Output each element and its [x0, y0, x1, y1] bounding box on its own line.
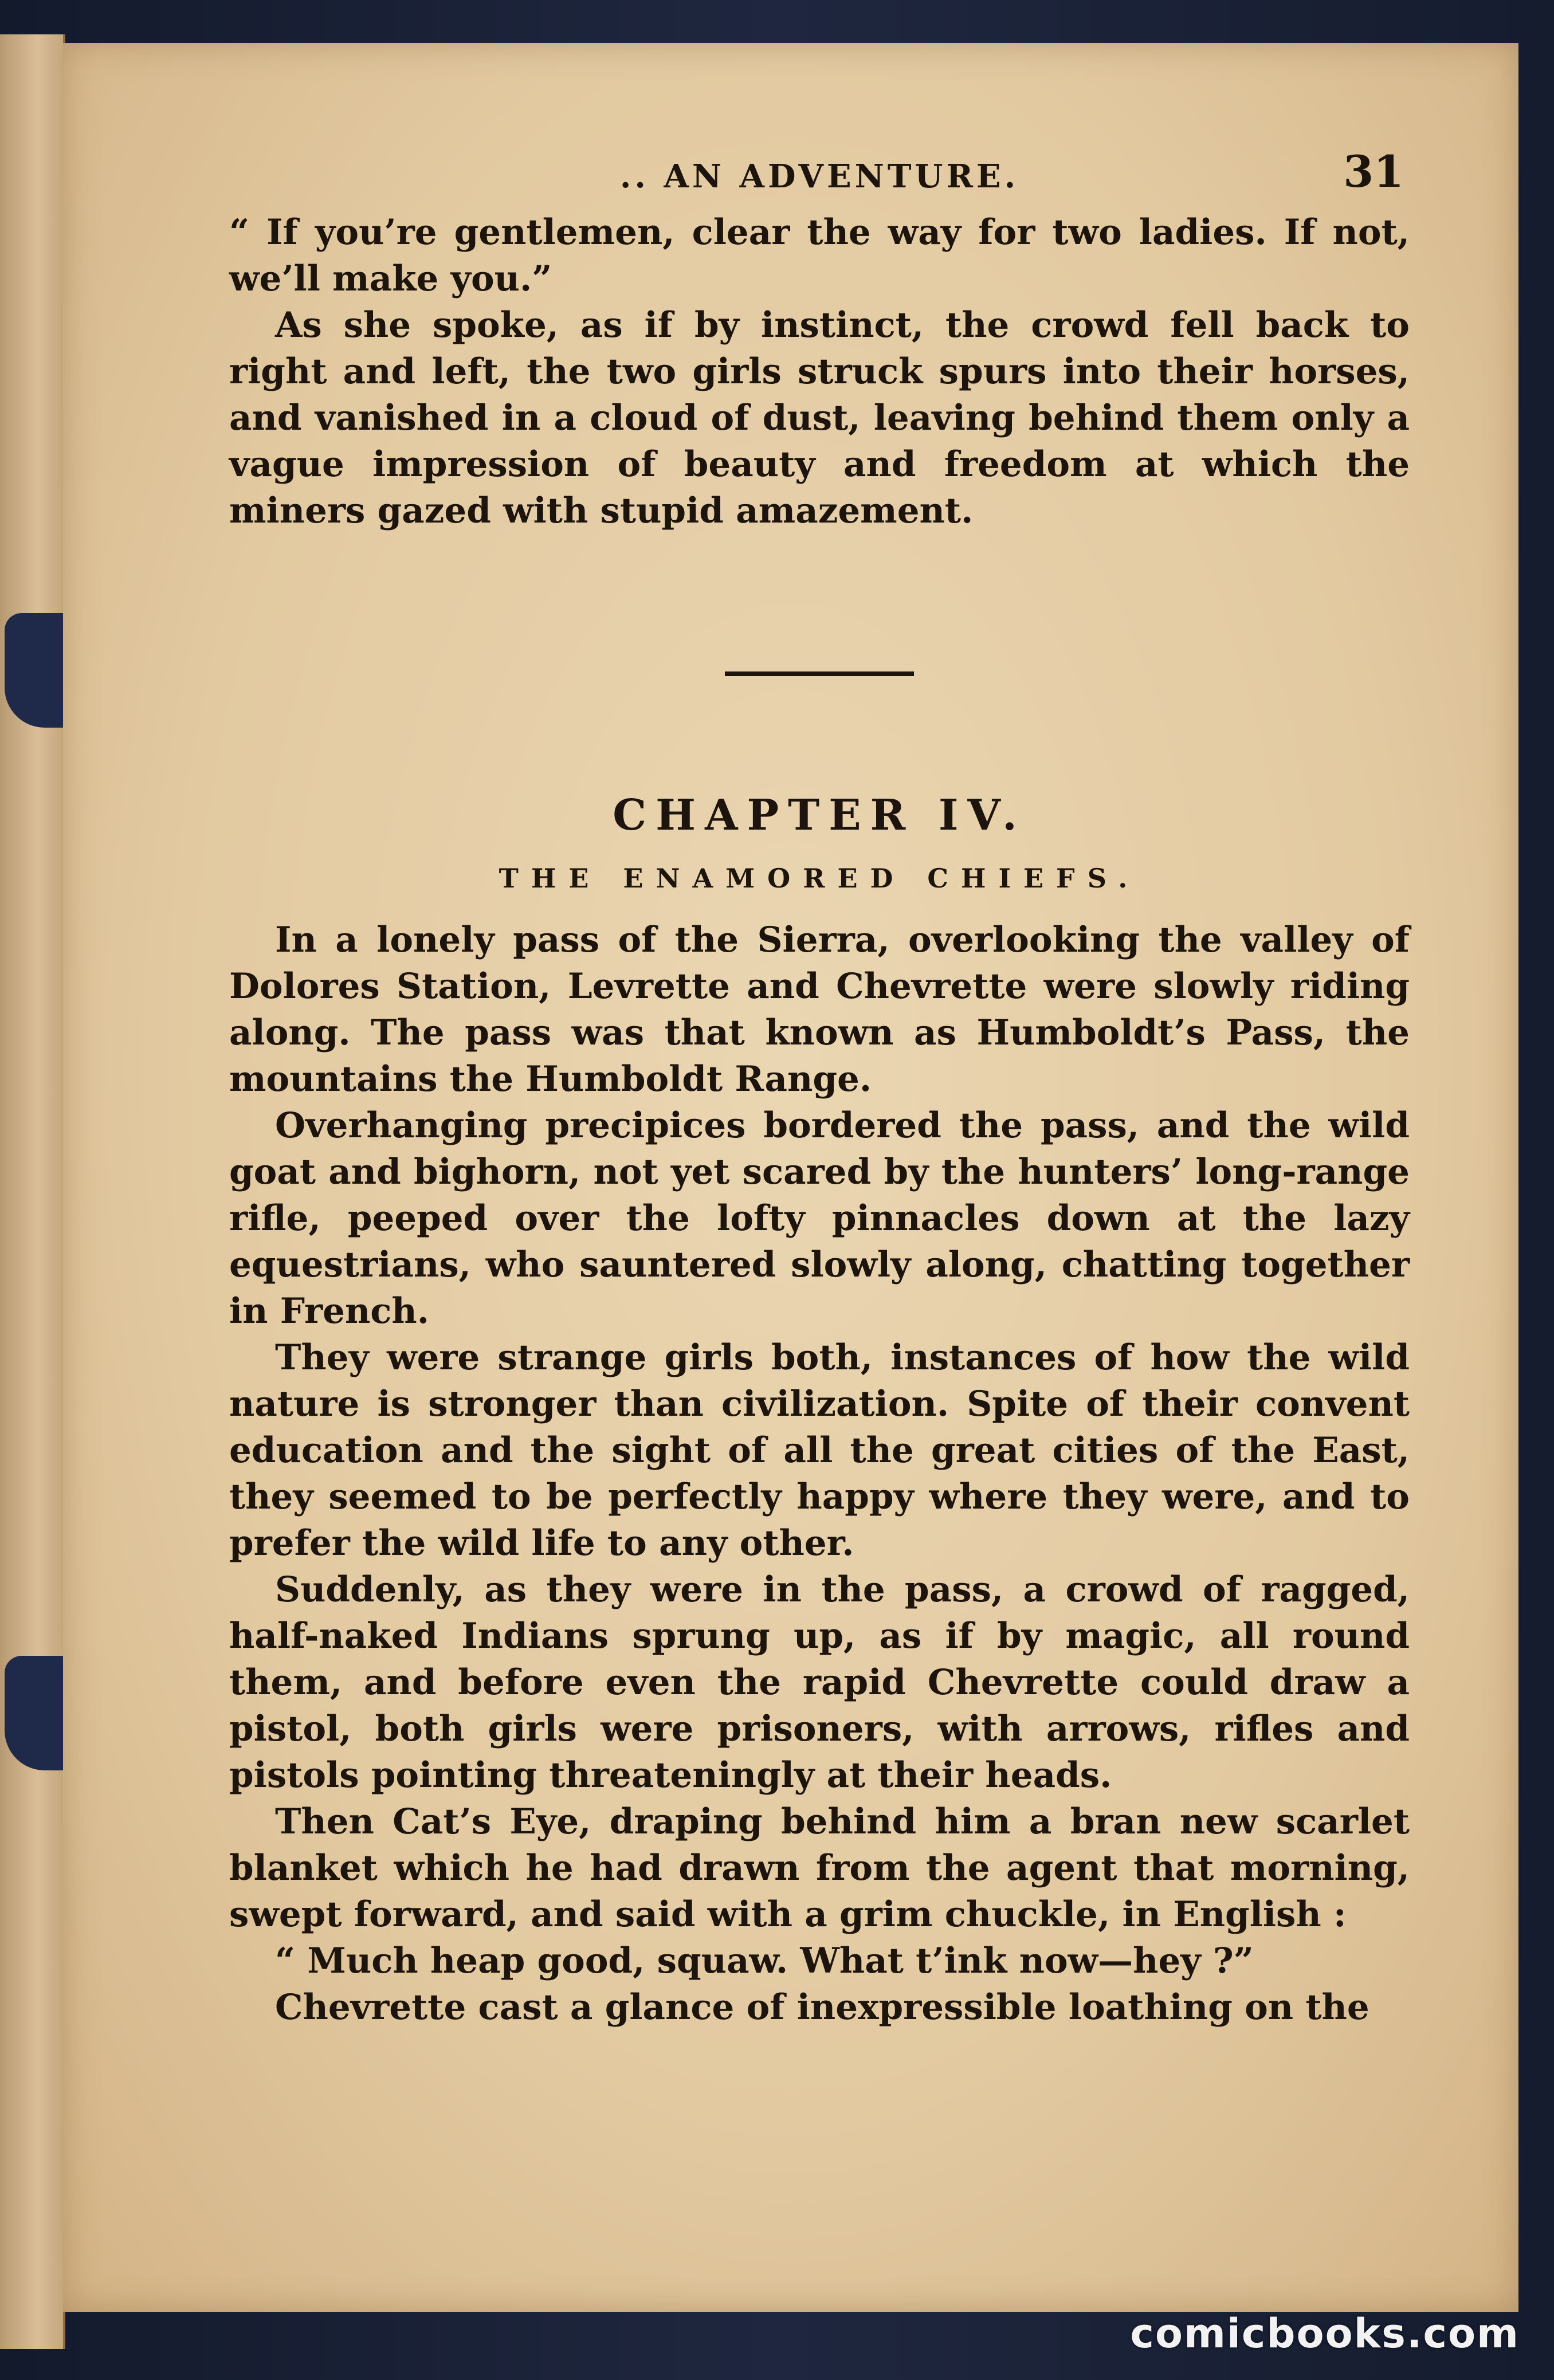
- paragraph: “ Much heap good, squaw. What t’ink now—hey ?”: [275, 1941, 1254, 1981]
- chapter-title: CHAPTER IV.: [613, 791, 1026, 840]
- running-header: [229, 146, 1410, 209]
- paragraph: Then Cat’s Eye, draping behind him a bran new scarlet blanket which he had drawn from the agent that morning, swept forward, and said with a grim chuckle, in English :: [229, 1801, 1410, 1935]
- section-divider-rule: [725, 671, 914, 676]
- site-watermark: comicbooks.com: [1130, 2310, 1520, 2357]
- paragraph: Suddenly, as they were in the pass, a crowd of ragged, half-naked Indians sprung up, as if by magic, all round them, and before even the rapid Chevrette could draw a pistol, both girls were prisoners, with arrows, rifles and pistols pointing threateningly at their heads.: [229, 1569, 1410, 1796]
- page-text-block: [229, 146, 1410, 2031]
- paragraph: Chevrette cast a glance of inexpressible loathing on the: [275, 1987, 1369, 2028]
- paragraph: “ If you’re gentlemen, clear the way for two ladies. If not, we’ll make you.”: [229, 212, 1410, 299]
- paragraph: In a lonely pass of the Sierra, overlooking the valley of Dolores Station, Levrette and Chevrette were slowly riding along. The pass was that known as Humboldt’s Pass, the mountains the Humboldt Range.: [229, 920, 1410, 1099]
- book-page: [63, 43, 1518, 2312]
- paragraph: They were strange girls both, instances of how the wild nature is stronger than civilization. Spite of their convent education and the sight of all the great cities of the East, they seemed to be perfectly happy where they were, and to prefer the wild life to any other.: [229, 1337, 1410, 1564]
- running-title: .. AN ADVENTURE.: [619, 158, 1019, 195]
- paragraph: As she spoke, as if by instinct, the crowd fell back to right and left, the two girls struck spurs into their horses, and vanished in a cloud of dust, leaving behind them only a vague impression of beauty and freedom at which the miners gazed with stupid amazement.: [229, 305, 1410, 531]
- page-number: 31: [1343, 146, 1404, 197]
- book-binding-edge: [0, 34, 65, 2349]
- chapter-subtitle: THE ENAMORED CHIEFS.: [499, 863, 1140, 894]
- paragraph: Overhanging precipices bordered the pass, and the wild goat and bighorn, not yet scared by the hunters’ long-range rifle, peeped over the lofty pinnacles down at the lazy equestrians, who sauntered slowly along, chatting together in French.: [229, 1105, 1410, 1332]
